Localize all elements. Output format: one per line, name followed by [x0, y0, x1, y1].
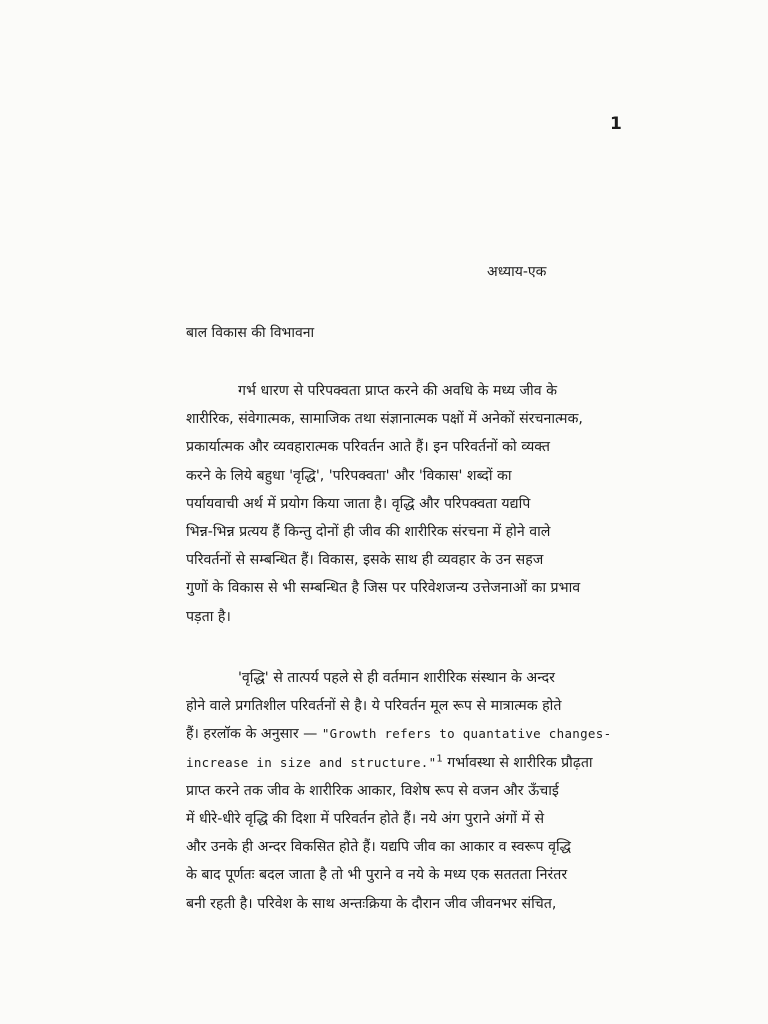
paragraph-line: गुणों के विकास से भी सम्बन्धित है जिस पर परिवेशजन्य उत्तेजनाओं का प्रभाव [186, 580, 581, 597]
paragraph-line [186, 749, 676, 777]
english-quote: increase in size and structure." [186, 754, 437, 770]
paragraph-line: बनी रहती है। परिवेश के साथ अन्तःक्रिया के दौरान जीव जीवनभर संचित, [186, 895, 557, 912]
paragraph-line: गर्भ धारण से परिपक्वता प्राप्त करने की अवधि के मध्य जीव के [238, 383, 558, 399]
hindi-text: हैं। हरलॉक के अनुसार — [186, 726, 322, 743]
section-heading: बाल विकास की विभावना [186, 325, 315, 341]
paragraph-line: होने वाले प्रगतिशील परिवर्तनों से है। ये परिवर्तन मूल रूप से मात्रात्मक होते [186, 698, 562, 715]
footnote-marker: 1 [436, 752, 443, 764]
paragraph-line: 'वृद्धि' से तात्पर्य पहले से ही वर्तमान शारीरिक संस्थान के अन्दर [238, 670, 555, 686]
page-number: 1 [610, 114, 622, 134]
paragraph-line: भिन्न-भिन्न प्रत्यय हैं किन्तु दोनों ही जीव की शारीरिक संरचना में होने वाले [186, 523, 551, 540]
paragraph-1 [186, 377, 676, 631]
paragraph-line: करने के लिये बहुधा 'वृद्धि', 'परिपक्वता' और 'विकास' शब्दों का [186, 467, 512, 484]
chapter-label: अध्याय-एक [487, 264, 547, 280]
paragraph-line: शारीरिक, संवेगात्मक, सामाजिक तथा संज्ञानात्मक पक्षों में अनेकों संरचनात्मक, [186, 411, 583, 428]
paragraph-line: परिवर्तनों से सम्बन्धित हैं। विकास, इसके साथ ही व्यवहार के उन सहज [186, 552, 544, 569]
english-quote: "Growth refers to quantative changes- [321, 726, 612, 742]
paragraph-line: पड़ता है। [186, 608, 231, 625]
paragraph-line: में धीरे-धीरे वृद्धि की दिशा में परिवर्तन होते हैं। नये अंग पुराने अंगों में से [186, 810, 545, 827]
paragraph-line: प्राप्त करने तक जीव के शारीरिक आकार, विशेष रूप से वजन और ऊँचाई [186, 782, 559, 799]
paragraph-line [186, 720, 676, 748]
paragraph-line: पर्यायवाची अर्थ में प्रयोग किया जाता है। वृद्धि और परिपक्वता यद्यपि [186, 495, 531, 512]
paragraph-2 [186, 664, 676, 918]
paragraph-line: के बाद पूर्णतः बदल जाता है तो भी पुराने व नये के मध्य एक सततता निरंतर [186, 867, 568, 884]
paragraph-line: और उनके ही अन्दर विकसित होते हैं। यद्यपि जीव का आकार व स्वरूप वृद्धि [186, 839, 571, 856]
hindi-text: गर्भावस्था से शारीरिक प्रौढ़ता [442, 754, 593, 771]
paragraph-line: प्रकार्यात्मक और व्यवहारात्मक परिवर्तन आते हैं। इन परिवर्तनों को व्यक्त [186, 439, 550, 456]
